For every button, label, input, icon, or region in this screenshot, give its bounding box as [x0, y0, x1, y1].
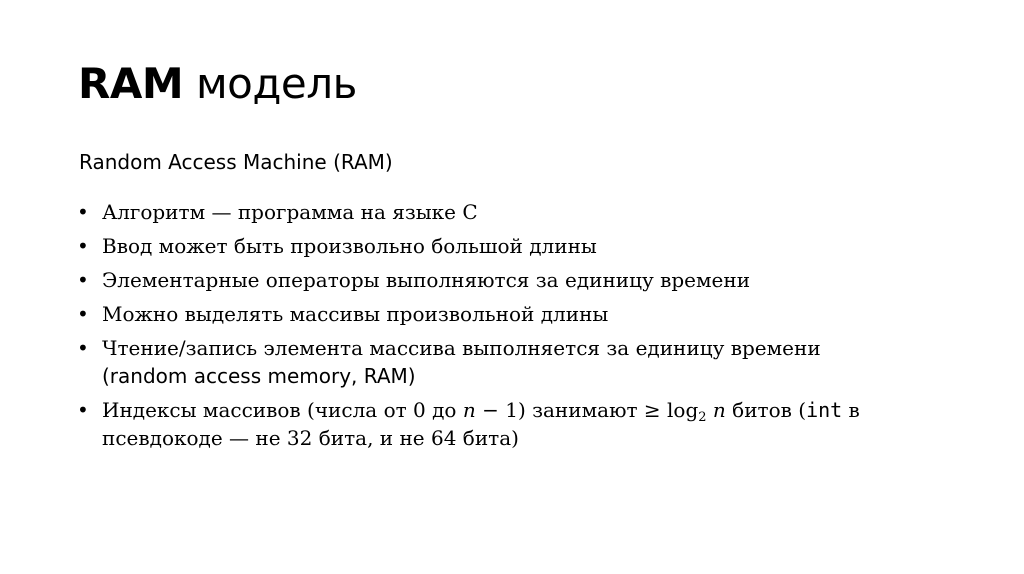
bullet-item: • Алгоритм — программа на языке C [77, 198, 977, 226]
bullet-item-random-access [77, 334, 977, 390]
code-int: int [806, 398, 843, 422]
bullet-text-part3: битов ( [725, 398, 807, 422]
title-rest: модель [196, 59, 357, 108]
bullet-list [77, 198, 977, 458]
bullet-text-part1: Индексы массивов (числа от 0 до [102, 398, 463, 422]
bullet-item: • Элементарные операторы выполняются за единицу времени [77, 266, 977, 294]
slide-subtitle: Random Access Machine (RAM) [79, 150, 393, 174]
bullet-text-part2: ) занимают ≥ [517, 398, 668, 422]
math-log-base: 2 [698, 410, 707, 425]
math-minus-one: − 1 [475, 398, 518, 422]
slide-title [78, 58, 357, 110]
title-bold: RAM [78, 59, 184, 108]
math-var-n: n [462, 398, 476, 422]
bullet-text-part4: в псевдокоде — не 32 бита, и не 64 бита) [102, 398, 860, 450]
bullet-text: Чтение/запись элемента массива выполняется за единицу времени [102, 336, 821, 360]
math-var-n2: n [712, 398, 726, 422]
bullet-item-indices [77, 396, 977, 452]
bullet-item: • Можно выделять массивы произвольной длины [77, 300, 977, 328]
bullet-note: (random access memory, RAM) [102, 364, 416, 388]
bullet-item: • Ввод может быть произвольно большой длины [77, 232, 977, 260]
math-log: log [667, 398, 699, 422]
